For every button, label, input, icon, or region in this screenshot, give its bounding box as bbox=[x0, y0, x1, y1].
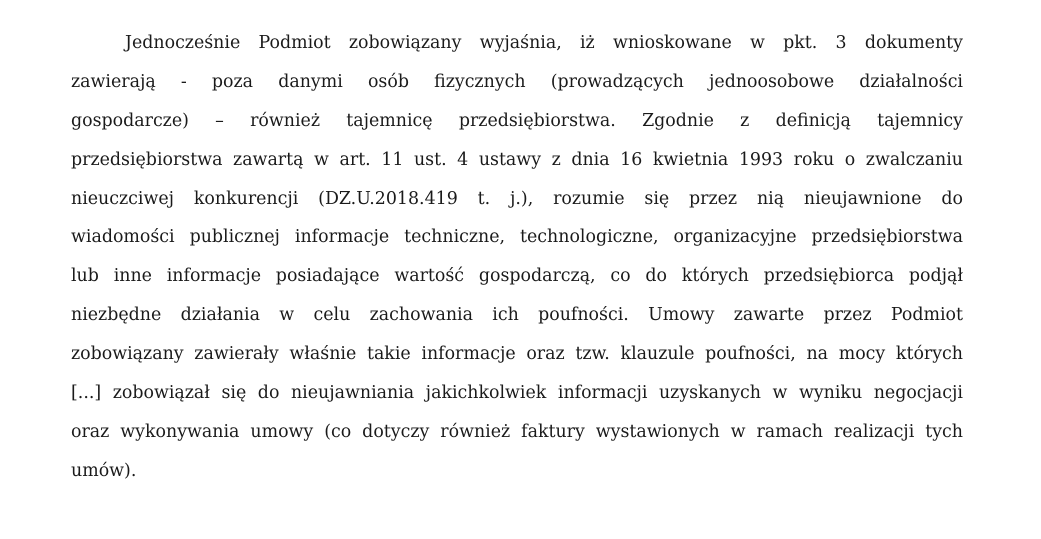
body-paragraph bbox=[71, 28, 963, 495]
paragraph-line: niezbędne działania w celu zachowania ich poufności. Umowy zawarte przez Podmiot bbox=[71, 305, 963, 326]
paragraph-line: zobowiązany zawierały właśnie takie informacje oraz tzw. klauzule poufności, na mocy których bbox=[71, 344, 963, 365]
paragraph-line: zawierają - poza danymi osób fizycznych (prowadzących jednoosobowe działalności bbox=[71, 71, 963, 92]
paragraph-line: oraz wykonywania umowy (co dotyczy również faktury wystawionych w ramach realizacji tych bbox=[71, 421, 963, 442]
paragraph-line: umów). bbox=[71, 460, 137, 481]
paragraph-line: nieuczciwej konkurencji (DZ.U.2018.419 t. j.), rozumie się przez nią nieujawnione do bbox=[71, 188, 963, 209]
paragraph-line: wiadomości publicznej informacje techniczne, technologiczne, organizacyjne przedsiębiorstwa bbox=[71, 227, 963, 248]
paragraph-line: Jednocześnie Podmiot zobowiązany wyjaśnia, iż wnioskowane w pkt. 3 dokumenty bbox=[125, 33, 963, 53]
paragraph-line: lub inne informacje posiadające wartość gospodarczą, co do których przedsiębiorca podjął bbox=[71, 266, 963, 287]
paragraph-line: gospodarcze) – również tajemnicę przedsiębiorstwa. Zgodnie z definicją tajemnicy bbox=[71, 110, 963, 131]
paragraph-line: [...] zobowiązał się do nieujawniania jakichkolwiek informacji uzyskanych w wyniku negocjacji bbox=[71, 383, 963, 404]
paragraph-line: przedsiębiorstwa zawartą w art. 11 ust. 4 ustawy z dnia 16 kwietnia 1993 roku o zwalczaniu bbox=[71, 149, 963, 170]
